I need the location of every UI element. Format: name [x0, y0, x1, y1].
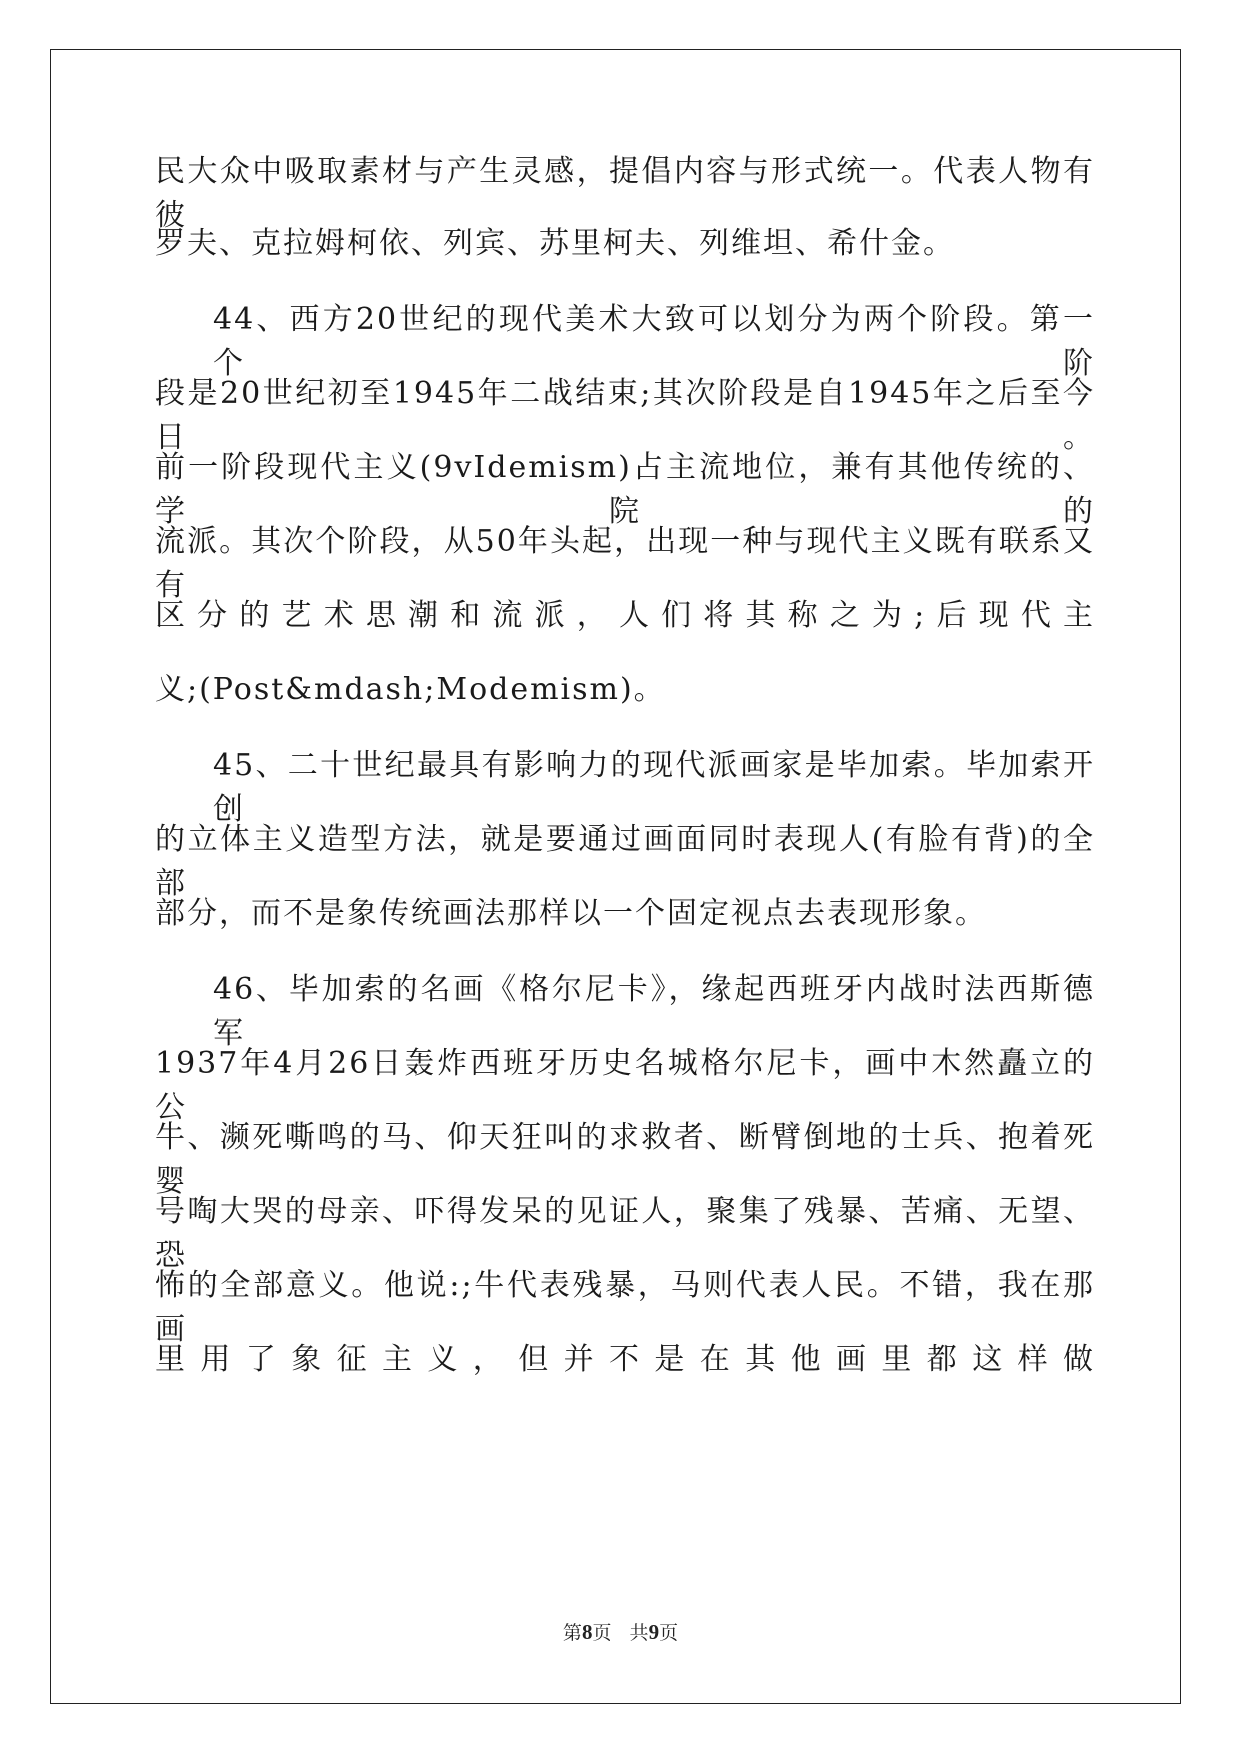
text-line: 44、西方20世纪的现代美术大致可以划分为两个阶段。第一个阶 — [213, 302, 1095, 381]
current-page-number: 8 — [581, 1620, 593, 1644]
text-line: 流派。其次个阶段，从50年头起，出现一种与现代主义既有联系又有 — [155, 524, 1095, 603]
text-line: 牛、濒死嘶鸣的马、仰天狂叫的求救者、断臂倒地的士兵、抱着死婴 — [155, 1120, 1095, 1199]
text-line: 的立体主义造型方法，就是要通过画面同时表现人(有脸有背)的全部 — [155, 822, 1095, 901]
text-line: 部分，而不是象传统画法那样以一个固定视点去表现形象。 — [155, 896, 987, 931]
page-mid: 页 共 — [592, 1622, 649, 1644]
total-page-number: 9 — [648, 1620, 660, 1644]
text-line: 怖的全部意义。他说:;牛代表残暴，马则代表人民。不错，我在那画 — [155, 1268, 1095, 1347]
text-line: 段是20世纪初至1945年二战结束;其次阶段是自1945年之后至今日。 — [155, 376, 1095, 455]
text-line: 罗夫、克拉姆柯依、列宾、苏里柯夫、列维坦、希什金。 — [155, 226, 955, 261]
text-line: 号啕大哭的母亲、吓得发呆的见证人，聚集了残暴、苦痛、无望、恐 — [155, 1194, 1095, 1273]
text-line: 前一阶段现代主义(9vIdemism)占主流地位，兼有其他传统的、学院的 — [155, 450, 1095, 529]
text-line: 46、毕加索的名画《格尔尼卡》，缘起西班牙内战时法西斯德军 — [213, 972, 1095, 1051]
page-footer — [0, 1618, 1241, 1645]
page-suffix: 页 — [659, 1622, 679, 1644]
page-prefix: 第 — [562, 1622, 582, 1644]
text-line: 45、二十世纪最具有影响力的现代派画家是毕加索。毕加索开创 — [213, 748, 1095, 827]
text-line: 1937年4月26日轰炸西班牙历史名城格尔尼卡，画中木然矗立的公 — [155, 1046, 1095, 1125]
text-line: 民大众中吸取素材与产生灵感，提倡内容与形式统一。代表人物有彼 — [155, 154, 1095, 233]
text-line: 义;(Post&mdash;Modemism)。 — [155, 672, 666, 707]
text-line: 区分的艺术思潮和流派，人们将其称之为;后现代主 — [155, 598, 1095, 633]
text-line: 里用了象征主义，但并不是在其他画里都这样做 — [155, 1342, 1095, 1377]
